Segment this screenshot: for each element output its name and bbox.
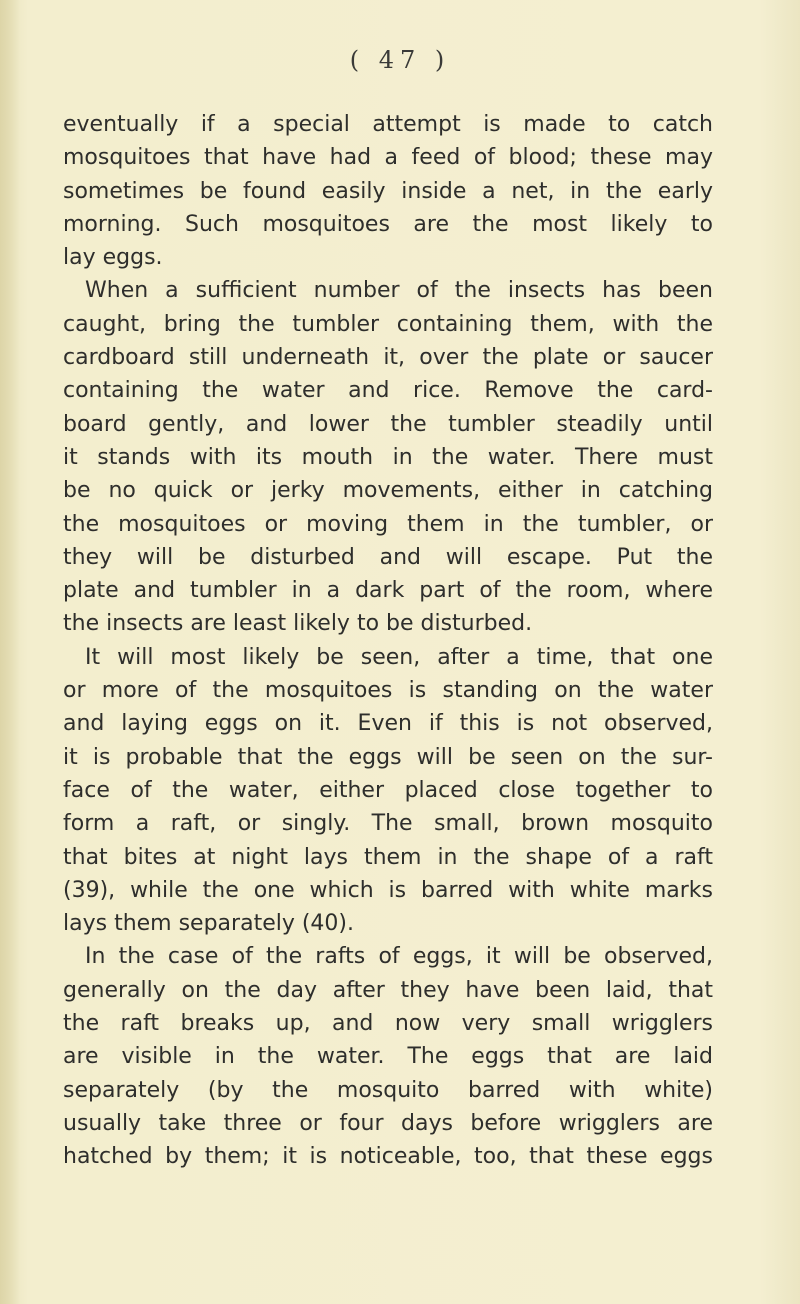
text-line: When a sufficient number of the insects has been: [85, 278, 713, 304]
page-number: ( 47 ): [349, 46, 451, 74]
text-line: separately (by the mosquito barred with white): [63, 1077, 713, 1103]
text-line: are visible in the water. The eggs that are laid: [63, 1044, 713, 1070]
text-line: form a raft, or singly. The small, brown mosquito: [63, 811, 713, 837]
text-line: hatched by them; it is noticeable, too, that these eggs: [63, 1144, 713, 1170]
text-line: the raft breaks up, and now very small wrigglers: [63, 1011, 713, 1037]
text-line: generally on the day after they have been laid, that: [63, 977, 713, 1003]
text-line: that bites at night lays them in the shape of a raft: [63, 844, 713, 870]
text-line: (39), while the one which is barred with white marks: [63, 877, 713, 903]
text-line: it is probable that the eggs will be seen on the sur-: [63, 744, 713, 770]
text-line: usually take three or four days before wrigglers are: [63, 1110, 713, 1136]
text-line: In the case of the rafts of eggs, it will be observed,: [85, 944, 713, 970]
text-line: containing the water and rice. Remove the card-: [63, 378, 713, 404]
text-line: it stands with its mouth in the water. There must: [63, 444, 713, 470]
text-line: and laying eggs on it. Even if this is not observed,: [63, 711, 713, 737]
text-line: the insects are least likely to be disturbed.: [63, 611, 533, 637]
text-line: plate and tumbler in a dark part of the room, where: [63, 578, 713, 604]
text-line: the mosquitoes or moving them in the tumbler, or: [63, 511, 713, 537]
text-line: lay eggs.: [63, 245, 163, 271]
text-line: morning. Such mosquitoes are the most likely to: [63, 211, 713, 237]
text-line: sometimes be found easily inside a net, in the early: [63, 178, 713, 204]
page-edge-shadow: [0, 0, 20, 1304]
text-line: mosquitoes that have had a feed of blood; these may: [63, 145, 713, 171]
text-line: lays them separately (40).: [63, 911, 355, 937]
text-line: face of the water, either placed close together to: [63, 777, 713, 803]
text-line: they will be disturbed and will escape. Put the: [63, 544, 713, 570]
text-line: eventually if a special attempt is made to catch: [63, 112, 713, 137]
text-line: It will most likely be seen, after a time, that one: [85, 644, 713, 670]
text-line: caught, bring the tumbler containing them, with the: [63, 311, 713, 337]
text-line: board gently, and lower the tumbler steadily until: [63, 411, 713, 437]
text-line: or more of the mosquitoes is standing on the water: [63, 678, 713, 704]
text-line: cardboard still underneath it, over the plate or saucer: [63, 345, 713, 371]
text-line: be no quick or jerky movements, either in catching: [63, 478, 713, 504]
body-text: [63, 108, 713, 1174]
